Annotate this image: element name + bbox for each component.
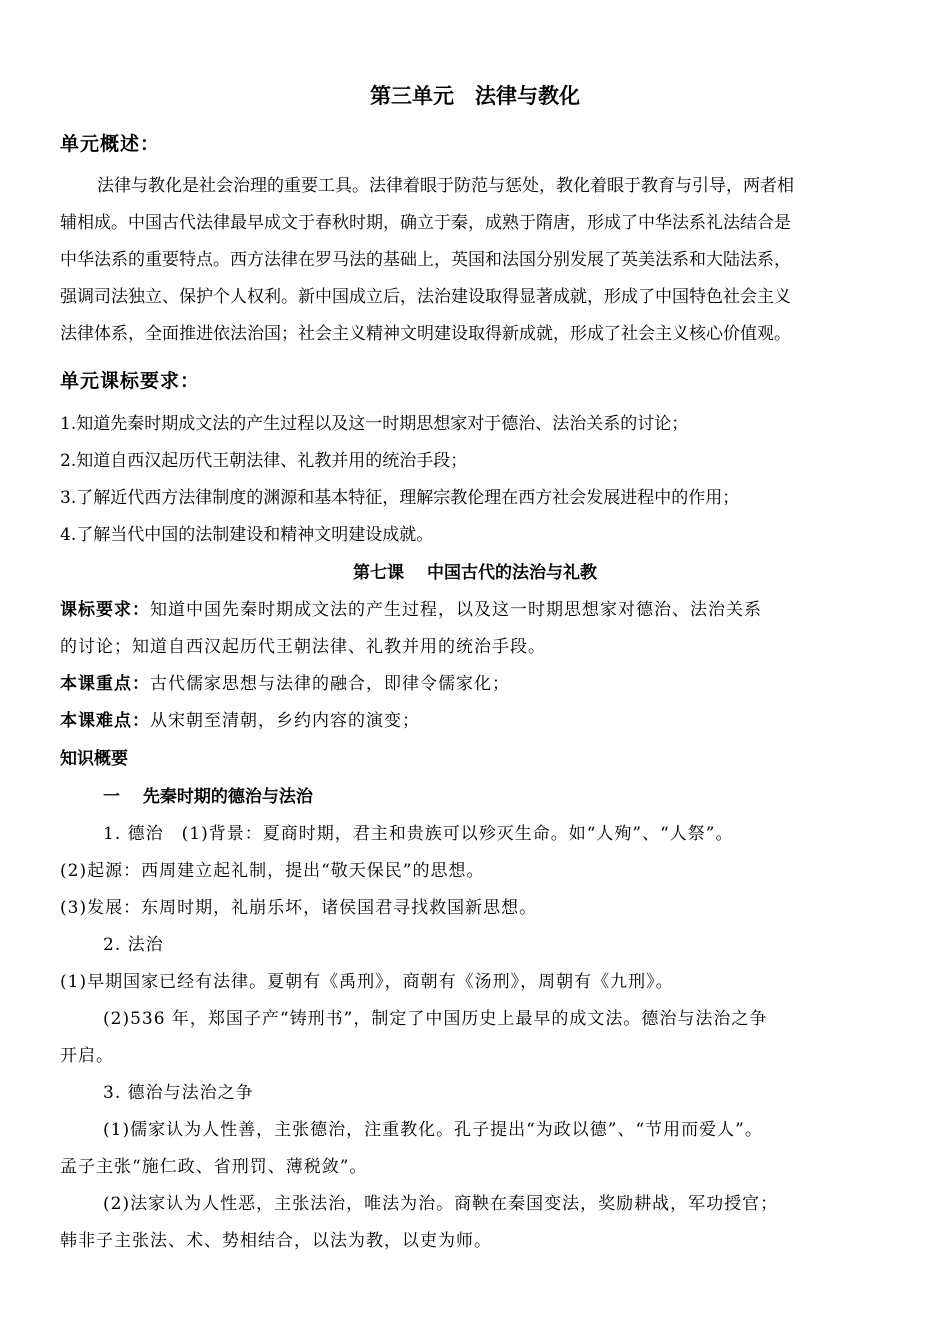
difficulty-label: 本课难点：: [60, 711, 150, 731]
lesson-focus: [60, 673, 510, 695]
focus-text: 古代儒家思想与法律的融合，即律令儒家化；: [150, 674, 510, 694]
body-line: (2)536 年，郑国子产“铸刑书”，制定了中国历史上最早的成文法。德治与法治之争: [103, 1009, 768, 1029]
overview-line: 强调司法独立、保护个人权利。新中国成立后，法治建设取得显著成就，形成了中国特色社会主义: [60, 287, 791, 307]
standard-item: 4.了解当代中国的法制建设和精神文明建设成就。: [60, 525, 434, 545]
requirement-text: 知道中国先秦时期成文法的产生过程，以及这一时期思想家对德治、法治关系: [150, 600, 762, 620]
requirement-label: 课标要求：: [60, 600, 150, 620]
overview-line: 法律体系，全面推进依法治国；社会主义精神文明建设取得新成就，形成了社会主义核心价值观。: [60, 324, 791, 344]
standard-item: 2.知道自西汉起历代王朝法律、礼教并用的统治手段；: [60, 451, 468, 471]
standard-item: 1.知道先秦时期成文法的产生过程以及这一时期思想家对于德治、法治关系的讨论；: [60, 414, 689, 434]
lesson-requirement-cont: 的讨论；知道自西汉起历代王朝法律、礼教并用的统治手段。: [60, 637, 546, 657]
body-line: 开启。: [60, 1046, 114, 1066]
overview-line: 中华法系的重要特点。西方法律在罗马法的基础上，英国和法国分别发展了英美法系和大陆法系，: [60, 250, 791, 270]
body-line: 3. 德治与法治之争: [103, 1083, 254, 1103]
body-line: 韩非子主张法、术、势相结合，以法为教，以吏为师。: [60, 1231, 492, 1251]
standards-heading: 单元课标要求：: [60, 370, 201, 392]
focus-label: 本课重点：: [60, 674, 150, 694]
body-line: (2)起源：西周建立起礼制，提出“敬天保民”的思想。: [60, 861, 485, 881]
knowledge-overview-heading: 知识概要: [60, 749, 128, 769]
lesson-title: 第七课 中国古代的法治与礼教: [353, 563, 597, 583]
lesson-difficulty: [60, 710, 420, 732]
body-line: 1. 德治 (1)背景：夏商时期，君主和贵族可以殄灭生命。如“人殉”、“人祭”。: [103, 824, 734, 844]
body-line: (1)儒家认为人性善，主张德治，注重教化。孔子提出“为政以德”、“节用而爱人”。: [103, 1120, 763, 1140]
section-heading: 一 先秦时期的德治与法治: [103, 787, 313, 807]
body-line: (1)早期国家已经有法律。夏朝有《禹刑》，商朝有《汤刑》，周朝有《九刑》。: [60, 972, 674, 992]
difficulty-text: 从宋朝至清朝，乡约内容的演变；: [150, 711, 420, 731]
standard-item: 3.了解近代西方法律制度的渊源和基本特征，理解宗教伦理在西方社会发展进程中的作用；: [60, 488, 740, 508]
lesson-requirement: [60, 599, 762, 621]
body-line: (3)发展：东周时期，礼崩乐坏，诸侯国君寻找救国新思想。: [60, 898, 538, 918]
overview-heading: 单元概述：: [60, 133, 161, 155]
body-line: (2)法家认为人性恶，主张法治，唯法为治。商鞅在秦国变法，奖励耕战，军功授官；: [103, 1194, 779, 1214]
body-line: 2. 法治: [103, 935, 164, 955]
unit-title: 第三单元 法律与教化: [370, 84, 580, 108]
overview-line: 辅相成。中国古代法律最早成文于春秋时期，确立于秦，成熟于隋唐，形成了中华法系礼法结合是: [60, 213, 791, 233]
overview-line: 法律与教化是社会治理的重要工具。法律着眼于防范与惩处，教化着眼于教育与引导，两者相: [97, 176, 794, 196]
body-line: 孟子主张“施仁政、省刑罚、薄税敛”。: [60, 1157, 368, 1177]
